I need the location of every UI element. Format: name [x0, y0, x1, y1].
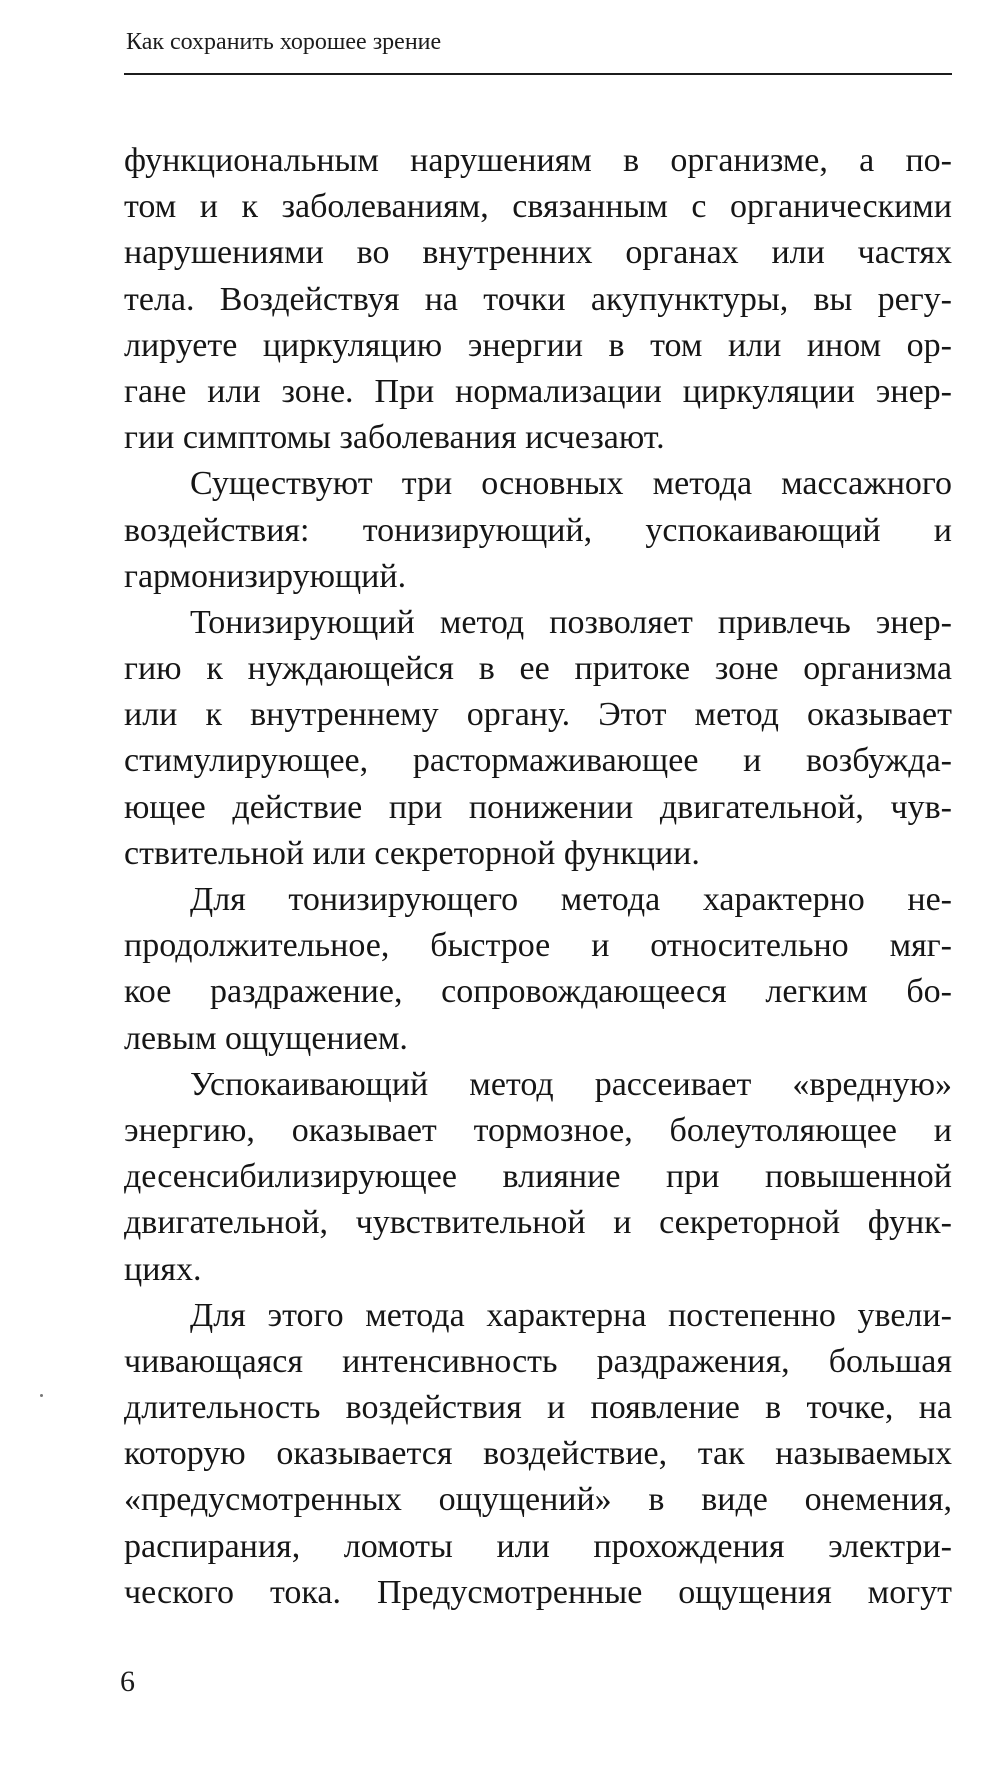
text-line: десенсибилизирующее влияние при повышенной — [124, 1158, 952, 1196]
text-line: продолжительное, быстрое и относительно мяг- — [124, 927, 952, 965]
text-line: Тонизирующий метод позволяет привлечь энер- — [190, 603, 952, 641]
text-line: циях. — [124, 1250, 202, 1288]
text-line: гию к нуждающейся в ее притоке зоне организма — [124, 650, 952, 688]
running-head: Как сохранить хорошее зрение — [126, 29, 442, 55]
body-text — [124, 138, 952, 1616]
text-line: Для этого метода характерна постепенно увели- — [190, 1296, 952, 1334]
text-line: стимулирующее, растормаживающее и возбужда- — [124, 742, 952, 780]
paragraph — [124, 1293, 952, 1616]
page-number: 6 — [120, 1665, 135, 1698]
text-line: ческого тока. Предусмотренные ощущения могут — [124, 1573, 952, 1611]
paragraph — [124, 1062, 952, 1293]
text-line: воздействия: тонизирующий, успокаивающий и — [124, 511, 952, 549]
header-rule — [124, 73, 952, 75]
text-line: чивающаяся интенсивность раздражения, большая — [124, 1342, 952, 1380]
text-line: ствительной или секреторной функции. — [124, 834, 700, 872]
text-line: которую оказывается воздействие, так называемых — [124, 1435, 952, 1473]
text-line: или к внутреннему органу. Этот метод оказывает — [124, 696, 952, 734]
text-line: Для тонизирующего метода характерно не- — [190, 881, 952, 918]
paragraph — [124, 877, 952, 1062]
text-line: Успокаивающий метод рассеивает «вредную» — [190, 1065, 952, 1103]
scan-speck — [40, 1394, 43, 1397]
text-line: длительность воздействия и появление в точке, на — [124, 1389, 952, 1427]
text-line: кое раздражение, сопровождающееся легким бо- — [124, 973, 952, 1011]
text-line: Существуют три основных метода массажного — [190, 465, 952, 503]
text-line: гане или зоне. При нормализации циркуляции энер- — [124, 372, 952, 410]
text-line: распирания, ломоты или прохождения электри- — [124, 1527, 952, 1565]
text-line: нарушениями во внутренних органах или частях — [124, 234, 952, 272]
text-line: лируете циркуляцию энергии в том или ином ор- — [124, 326, 952, 364]
text-line: том и к заболеваниям, связанным с органическими — [124, 188, 952, 226]
text-line: функциональным нарушениям в организме, а по- — [124, 142, 952, 179]
text-line: «предусмотренных ощущений» в виде онемения, — [124, 1481, 952, 1519]
text-line: гии симптомы заболевания исчезают. — [124, 419, 665, 457]
text-line: левым ощущением. — [124, 1019, 408, 1057]
text-line: гармонизирующий. — [124, 557, 407, 595]
paragraph — [124, 600, 952, 877]
paragraph — [124, 138, 952, 461]
text-line: энергию, оказывает тормозное, болеутоляющее и — [124, 1111, 952, 1149]
paragraph — [124, 461, 952, 600]
text-line: двигательной, чувствительной и секреторной функ- — [124, 1204, 952, 1242]
text-line: ющее действие при понижении двигательной, чув- — [124, 788, 952, 826]
text-line: тела. Воздействуя на точки акупунктуры, вы регу- — [124, 280, 952, 318]
